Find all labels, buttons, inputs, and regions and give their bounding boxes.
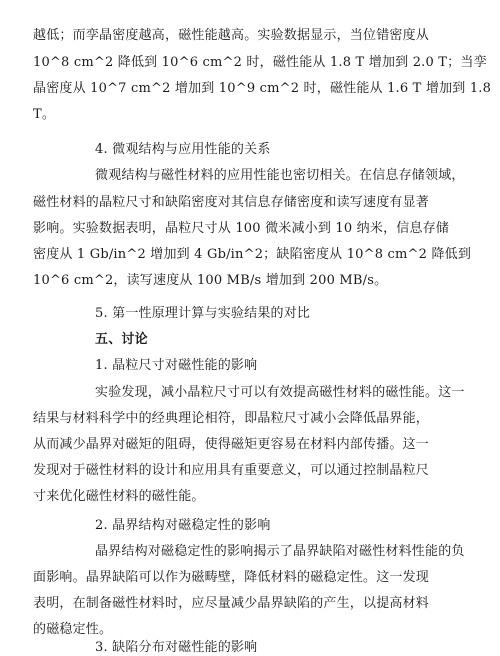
paragraph-line: 磁性材料的晶粒尺寸和缺陷密度对其信息存储密度和读写速度有显著	[33, 195, 430, 210]
text-line: 越低；而孪晶密度越高，磁性能越高。实验数据显示，当位错密度从	[33, 28, 430, 43]
subsection-heading-2: 2. 晶界结构对磁稳定性的影响	[95, 518, 271, 533]
chapter-heading-discussion: 五、讨论	[95, 332, 148, 347]
paragraph-line: 面影响。晶界缺陷可以作为磁畴壁，降低材料的磁稳定性。这一发现	[33, 570, 430, 585]
section-heading-4: 4. 微观结构与应用性能的关系	[95, 142, 271, 157]
paragraph-line: 发现对于磁性材料的设计和应用具有重要意义，可以通过控制晶粒尺	[33, 463, 430, 478]
paragraph-line: 寸来优化磁性材料的磁性能。	[33, 489, 205, 504]
subsection-heading-3: 3. 缺陷分布对磁性能的影响	[95, 640, 258, 655]
section-heading-5: 5. 第一性原理计算与实验结果的对比	[95, 306, 311, 321]
paragraph-line: 表明，在制备磁性材料时，应尽量减少晶界缺陷的产生，以提高材料	[33, 596, 430, 611]
paragraph-line: 影响。实验数据表明，晶粒尺寸从 100 微米减小到 10 纳米，信息存储	[33, 221, 450, 236]
paragraph-line: 晶界结构对磁稳定性的影响揭示了晶界缺陷对磁性材料性能的负	[95, 544, 465, 559]
text-line: 10^8 cm^2 降低到 10^6 cm^2 时，磁性能从 1.8 T 增加到 2.0 T；当孪	[33, 55, 487, 70]
paragraph-line: 微观结构与磁性材料的应用性能也密切相关。在信息存储领域，	[95, 168, 465, 183]
paragraph-line: 10^6 cm^2，读写速度从 100 MB/s 增加到 200 MB/s。	[33, 273, 388, 288]
paragraph-line: 结果与材料科学中的经典理论相符，即晶粒尺寸减小会降低晶界能，	[33, 411, 430, 426]
paragraph-line: 实验发现，减小晶粒尺寸可以有效提高磁性材料的磁性能。这一	[95, 385, 465, 400]
text-line: T。	[33, 107, 56, 122]
paragraph-line: 从而减少晶界对磁矩的阻碍，使得磁矩更容易在材料内部传播。这一	[33, 437, 430, 452]
text-line: 晶密度从 10^7 cm^2 增加到 10^9 cm^2 时，磁性能从 1.6 T 增加到 1.8	[33, 81, 492, 96]
paragraph-line: 的磁稳定性。	[33, 622, 113, 637]
subsection-heading-1: 1. 晶粒尺寸对磁性能的影响	[95, 358, 258, 373]
paragraph-line: 密度从 1 Gb/in^2 增加到 4 Gb/in^2；缺陷密度从 10^8 cm^2 降低到	[33, 247, 472, 262]
